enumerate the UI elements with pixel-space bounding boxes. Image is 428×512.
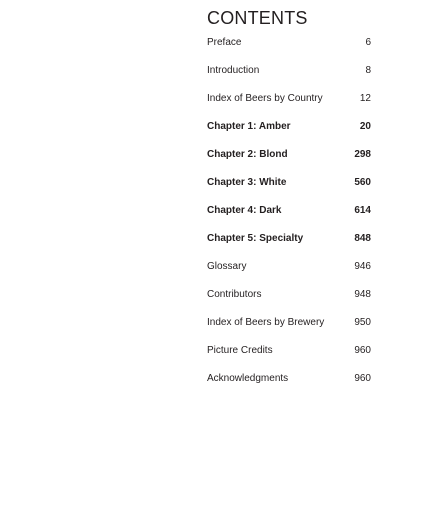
toc-entry-chapter-3[interactable] [207, 176, 371, 204]
toc-entry-acknowledgments[interactable] [207, 372, 371, 400]
toc-entry-label: Acknowledgments [207, 373, 289, 384]
toc-entry-label: Contributors [207, 289, 262, 300]
toc-entry-label: Introduction [207, 65, 260, 76]
toc-entry-chapter-2[interactable] [207, 148, 371, 176]
toc-entry-index-by-country[interactable] [207, 92, 371, 120]
toc-entry-page: 12 [359, 93, 371, 104]
toc-entry-page: 948 [354, 289, 371, 300]
toc-entry-contributors[interactable] [207, 288, 371, 316]
toc-entry-page: 6 [365, 37, 371, 48]
toc-entry-page: 8 [365, 65, 371, 76]
page-title: CONTENTS [207, 8, 308, 28]
toc-entry-label: Glossary [207, 261, 247, 272]
toc-entry-page: 614 [354, 205, 371, 216]
toc-entry-preface[interactable] [207, 36, 371, 64]
toc-entry-label: Picture Credits [207, 345, 273, 356]
toc-entry-label: Chapter 1: Amber [207, 121, 291, 132]
toc-entry-page: 20 [359, 121, 371, 132]
toc-entry-page: 560 [354, 177, 371, 188]
toc-entry-index-by-brewery[interactable] [207, 316, 371, 344]
toc-entry-glossary[interactable] [207, 260, 371, 288]
toc-entry-introduction[interactable] [207, 64, 371, 92]
toc-entry-page: 946 [354, 261, 371, 272]
toc-entry-label: Chapter 2: Blond [207, 149, 288, 160]
toc-entry-chapter-1[interactable] [207, 120, 371, 148]
toc-entry-label: Chapter 4: Dark [207, 205, 282, 216]
table-of-contents [207, 6, 371, 400]
toc-entry-picture-credits[interactable] [207, 344, 371, 372]
toc-entry-page: 848 [354, 233, 371, 244]
toc-entry-chapter-5[interactable] [207, 232, 371, 260]
toc-entry-label: Preface [207, 37, 242, 48]
toc-entry-page: 298 [354, 149, 371, 160]
toc-entry-chapter-4[interactable] [207, 204, 371, 232]
toc-entry-label: Chapter 3: White [207, 177, 287, 188]
toc-entry-label: Index of Beers by Brewery [207, 317, 325, 328]
toc-entry-label: Chapter 5: Specialty [207, 233, 304, 244]
toc-entry-page: 960 [354, 345, 371, 356]
toc-entry-page: 950 [354, 317, 371, 328]
toc-entry-label: Index of Beers by Country [207, 93, 323, 104]
toc-entry-page: 960 [354, 373, 371, 384]
